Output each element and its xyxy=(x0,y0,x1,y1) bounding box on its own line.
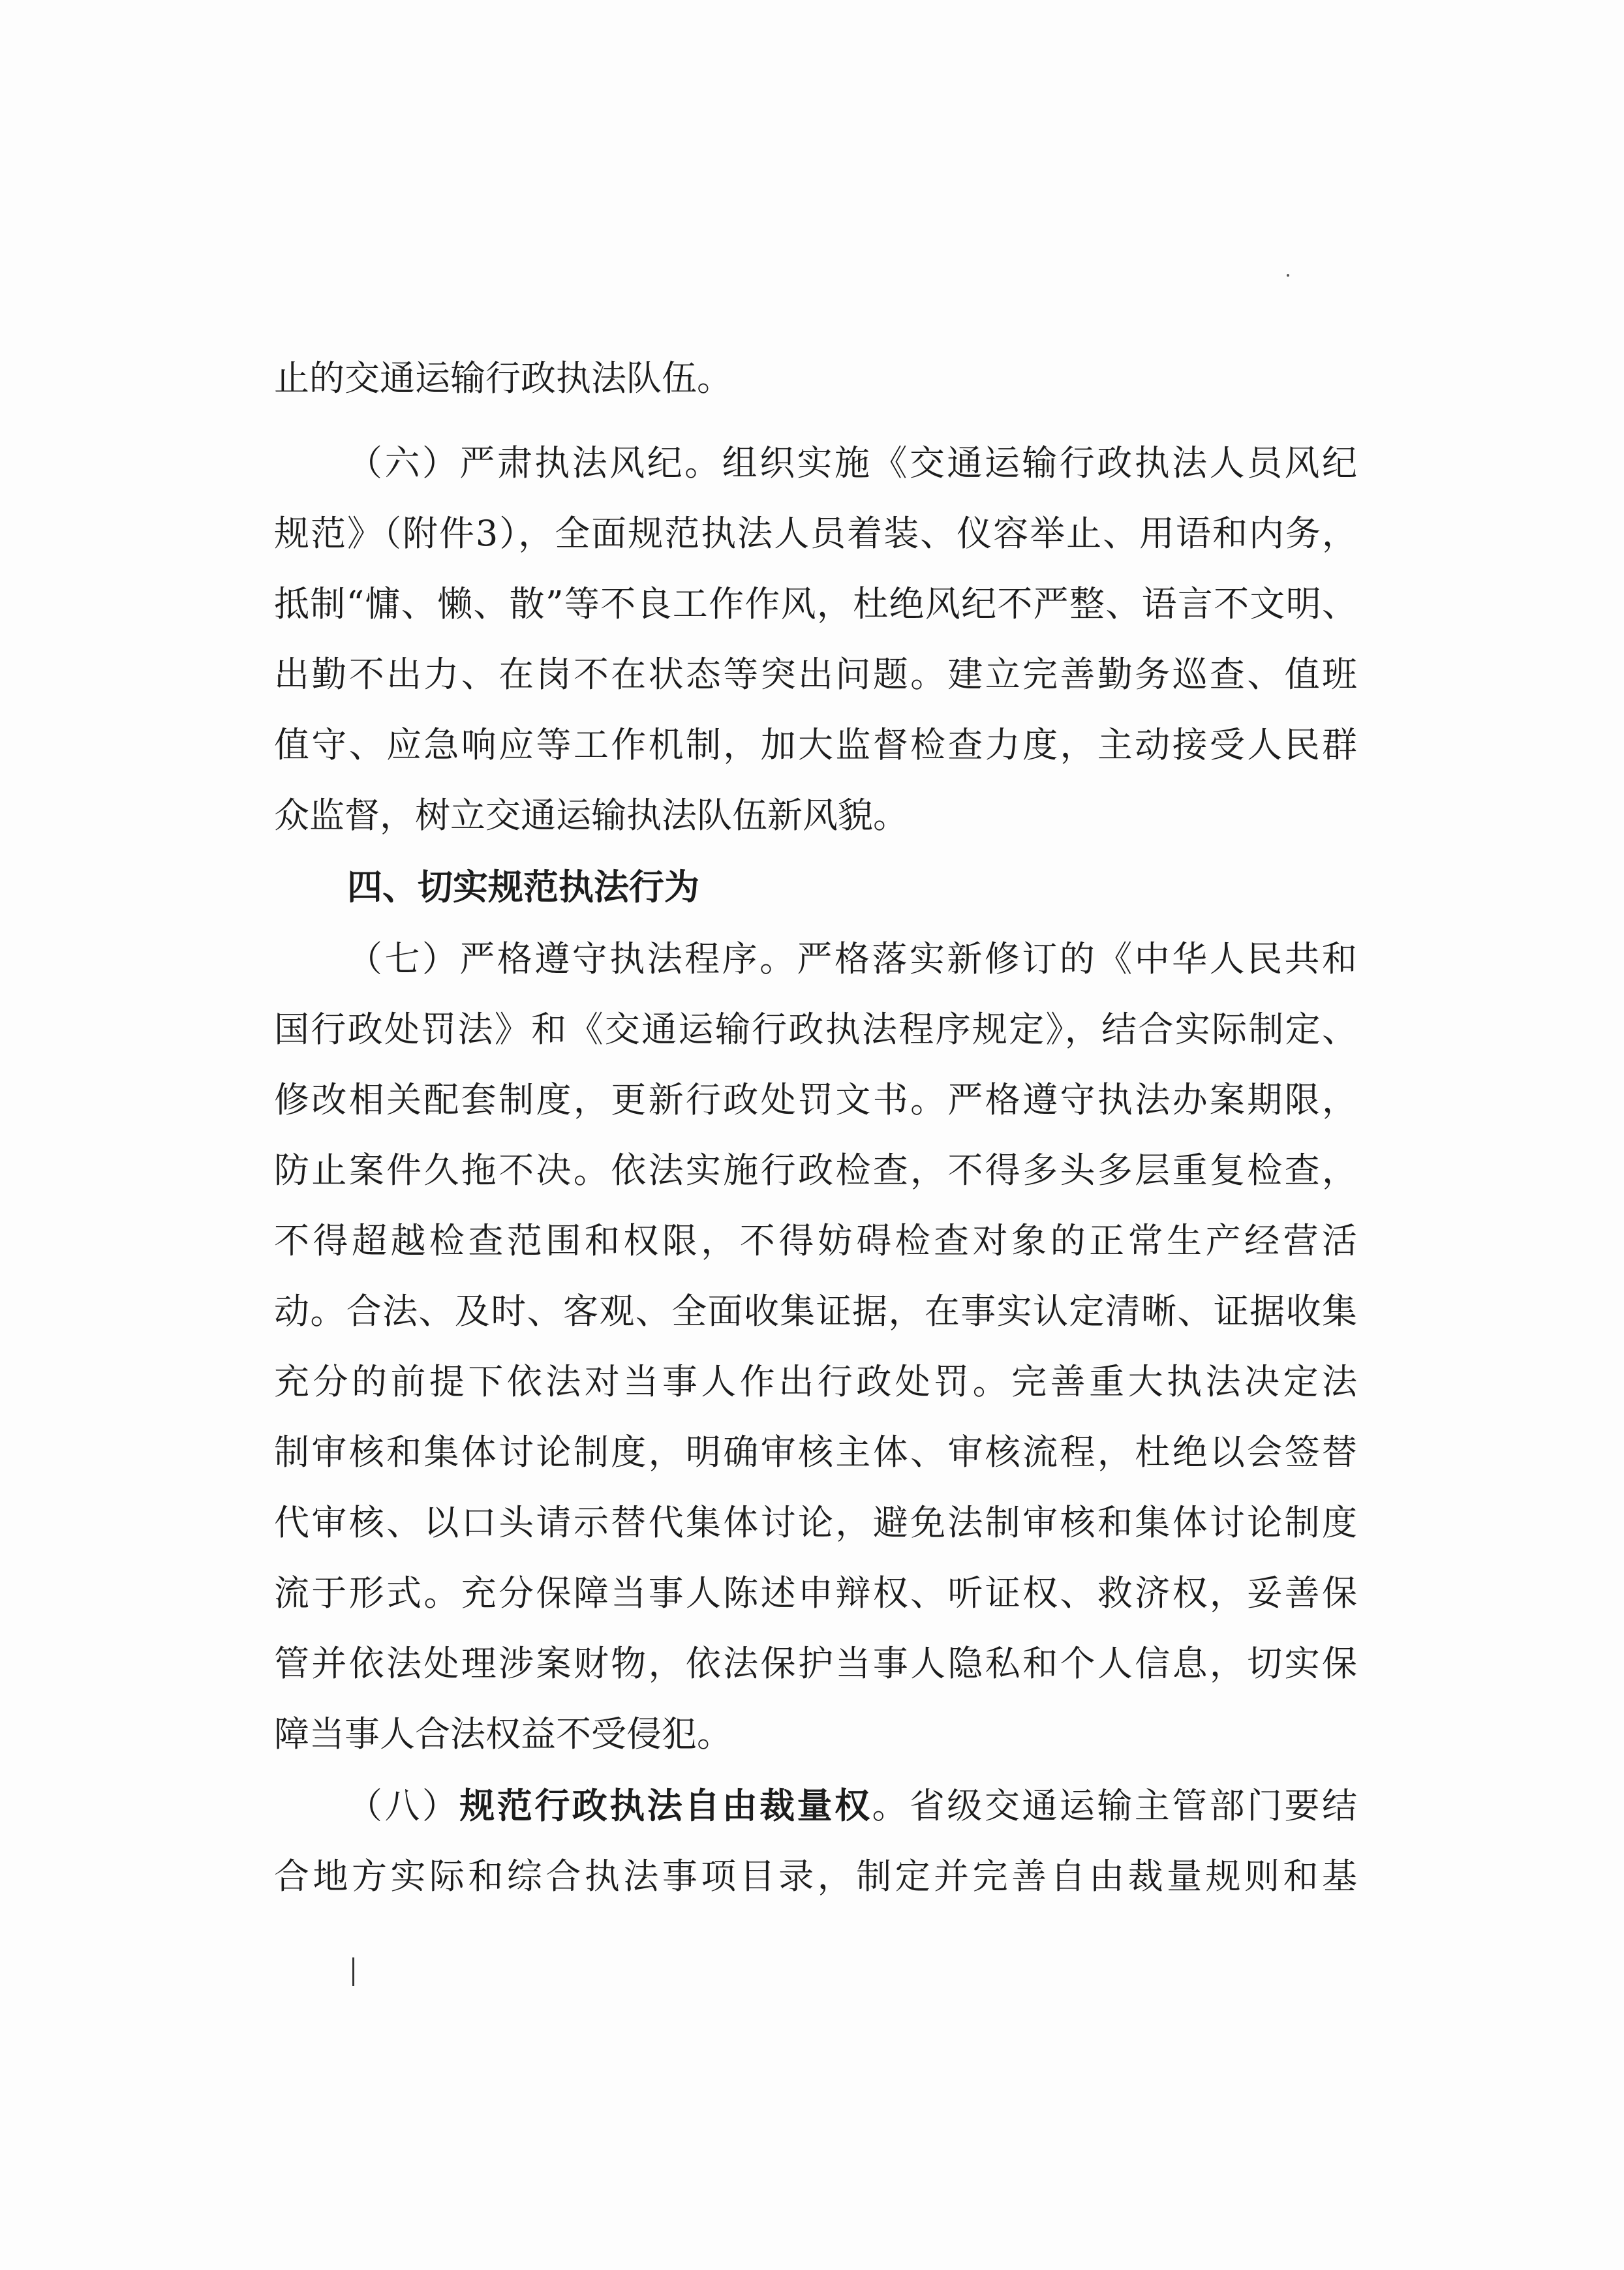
text-line-5: 出勤不出力、在岗不在状态等突出问题。建立完善勤务巡查、值班 xyxy=(274,654,1357,695)
text-line-3: 规范》（附件3），全面规范执法人员着装、仪容举止、用语和内务， xyxy=(274,513,1357,554)
text-line-21 xyxy=(347,1780,1357,1832)
paragraph-text: 。省级交通运输主管部门要结 xyxy=(872,1785,1358,1826)
text-line-9: （七）严格遵守执法程序。严格落实新修订的《中华人民共和 xyxy=(347,938,1357,979)
text-line-2: （六）严肃执法风纪。组织实施《交通运输行政执法人员风纪 xyxy=(347,442,1357,483)
text-line-6: 值守、应急响应等工作机制，加大监督检查力度，主动接受人民群 xyxy=(274,724,1357,765)
text-line-1: 止的交通运输行政执法队伍。 xyxy=(274,358,732,399)
scan-speck xyxy=(1287,274,1289,277)
paragraph-lead-bold: 规范行政执法自由裁量权 xyxy=(459,1785,872,1826)
scan-mark xyxy=(352,1957,354,1986)
section-heading: 四、切实规范执法行为 xyxy=(347,867,699,908)
text-line-7: 众监督，树立交通运输执法队伍新风貌。 xyxy=(274,795,908,836)
text-line-16: 制审核和集体讨论制度，明确审核主体、审核流程，杜绝以会签替 xyxy=(274,1432,1357,1473)
text-line-4: 抵制“慵、懒、散”等不良工作作风，杜绝风纪不严整、语言不文明、 xyxy=(274,583,1357,624)
text-line-17: 代审核、以口头请示替代集体讨论，避免法制审核和集体讨论制度 xyxy=(274,1502,1357,1543)
text-line-18: 流于形式。充分保障当事人陈述申辩权、听证权、救济权，妥善保 xyxy=(274,1572,1357,1614)
text-line-13: 不得超越检查范围和权限，不得妨碍检查对象的正常生产经营活 xyxy=(274,1220,1357,1261)
text-line-19: 管并依法处理涉案财物，依法保护当事人隐私和个人信息，切实保 xyxy=(274,1643,1357,1684)
text-line-22: 合地方实际和综合执法事项目录，制定并完善自由裁量规则和基 xyxy=(274,1856,1357,1897)
text-line-14: 动。合法、及时、客观、全面收集证据，在事实认定清晰、证据收集 xyxy=(274,1291,1357,1332)
paragraph-number: （八） xyxy=(347,1785,460,1826)
text-line-11: 修改相关配套制度，更新行政处罚文书。严格遵守执法办案期限， xyxy=(274,1079,1357,1120)
text-line-20: 障当事人合法权益不受侵犯。 xyxy=(274,1713,732,1755)
text-line-10: 国行政处罚法》和《交通运输行政执法程序规定》，结合实际制定、 xyxy=(274,1009,1357,1050)
text-line-15: 充分的前提下依法对当事人作出行政处罚。完善重大执法决定法 xyxy=(274,1361,1357,1402)
text-line-12: 防止案件久拖不决。依法实施行政检查，不得多头多层重复检查， xyxy=(274,1150,1357,1191)
